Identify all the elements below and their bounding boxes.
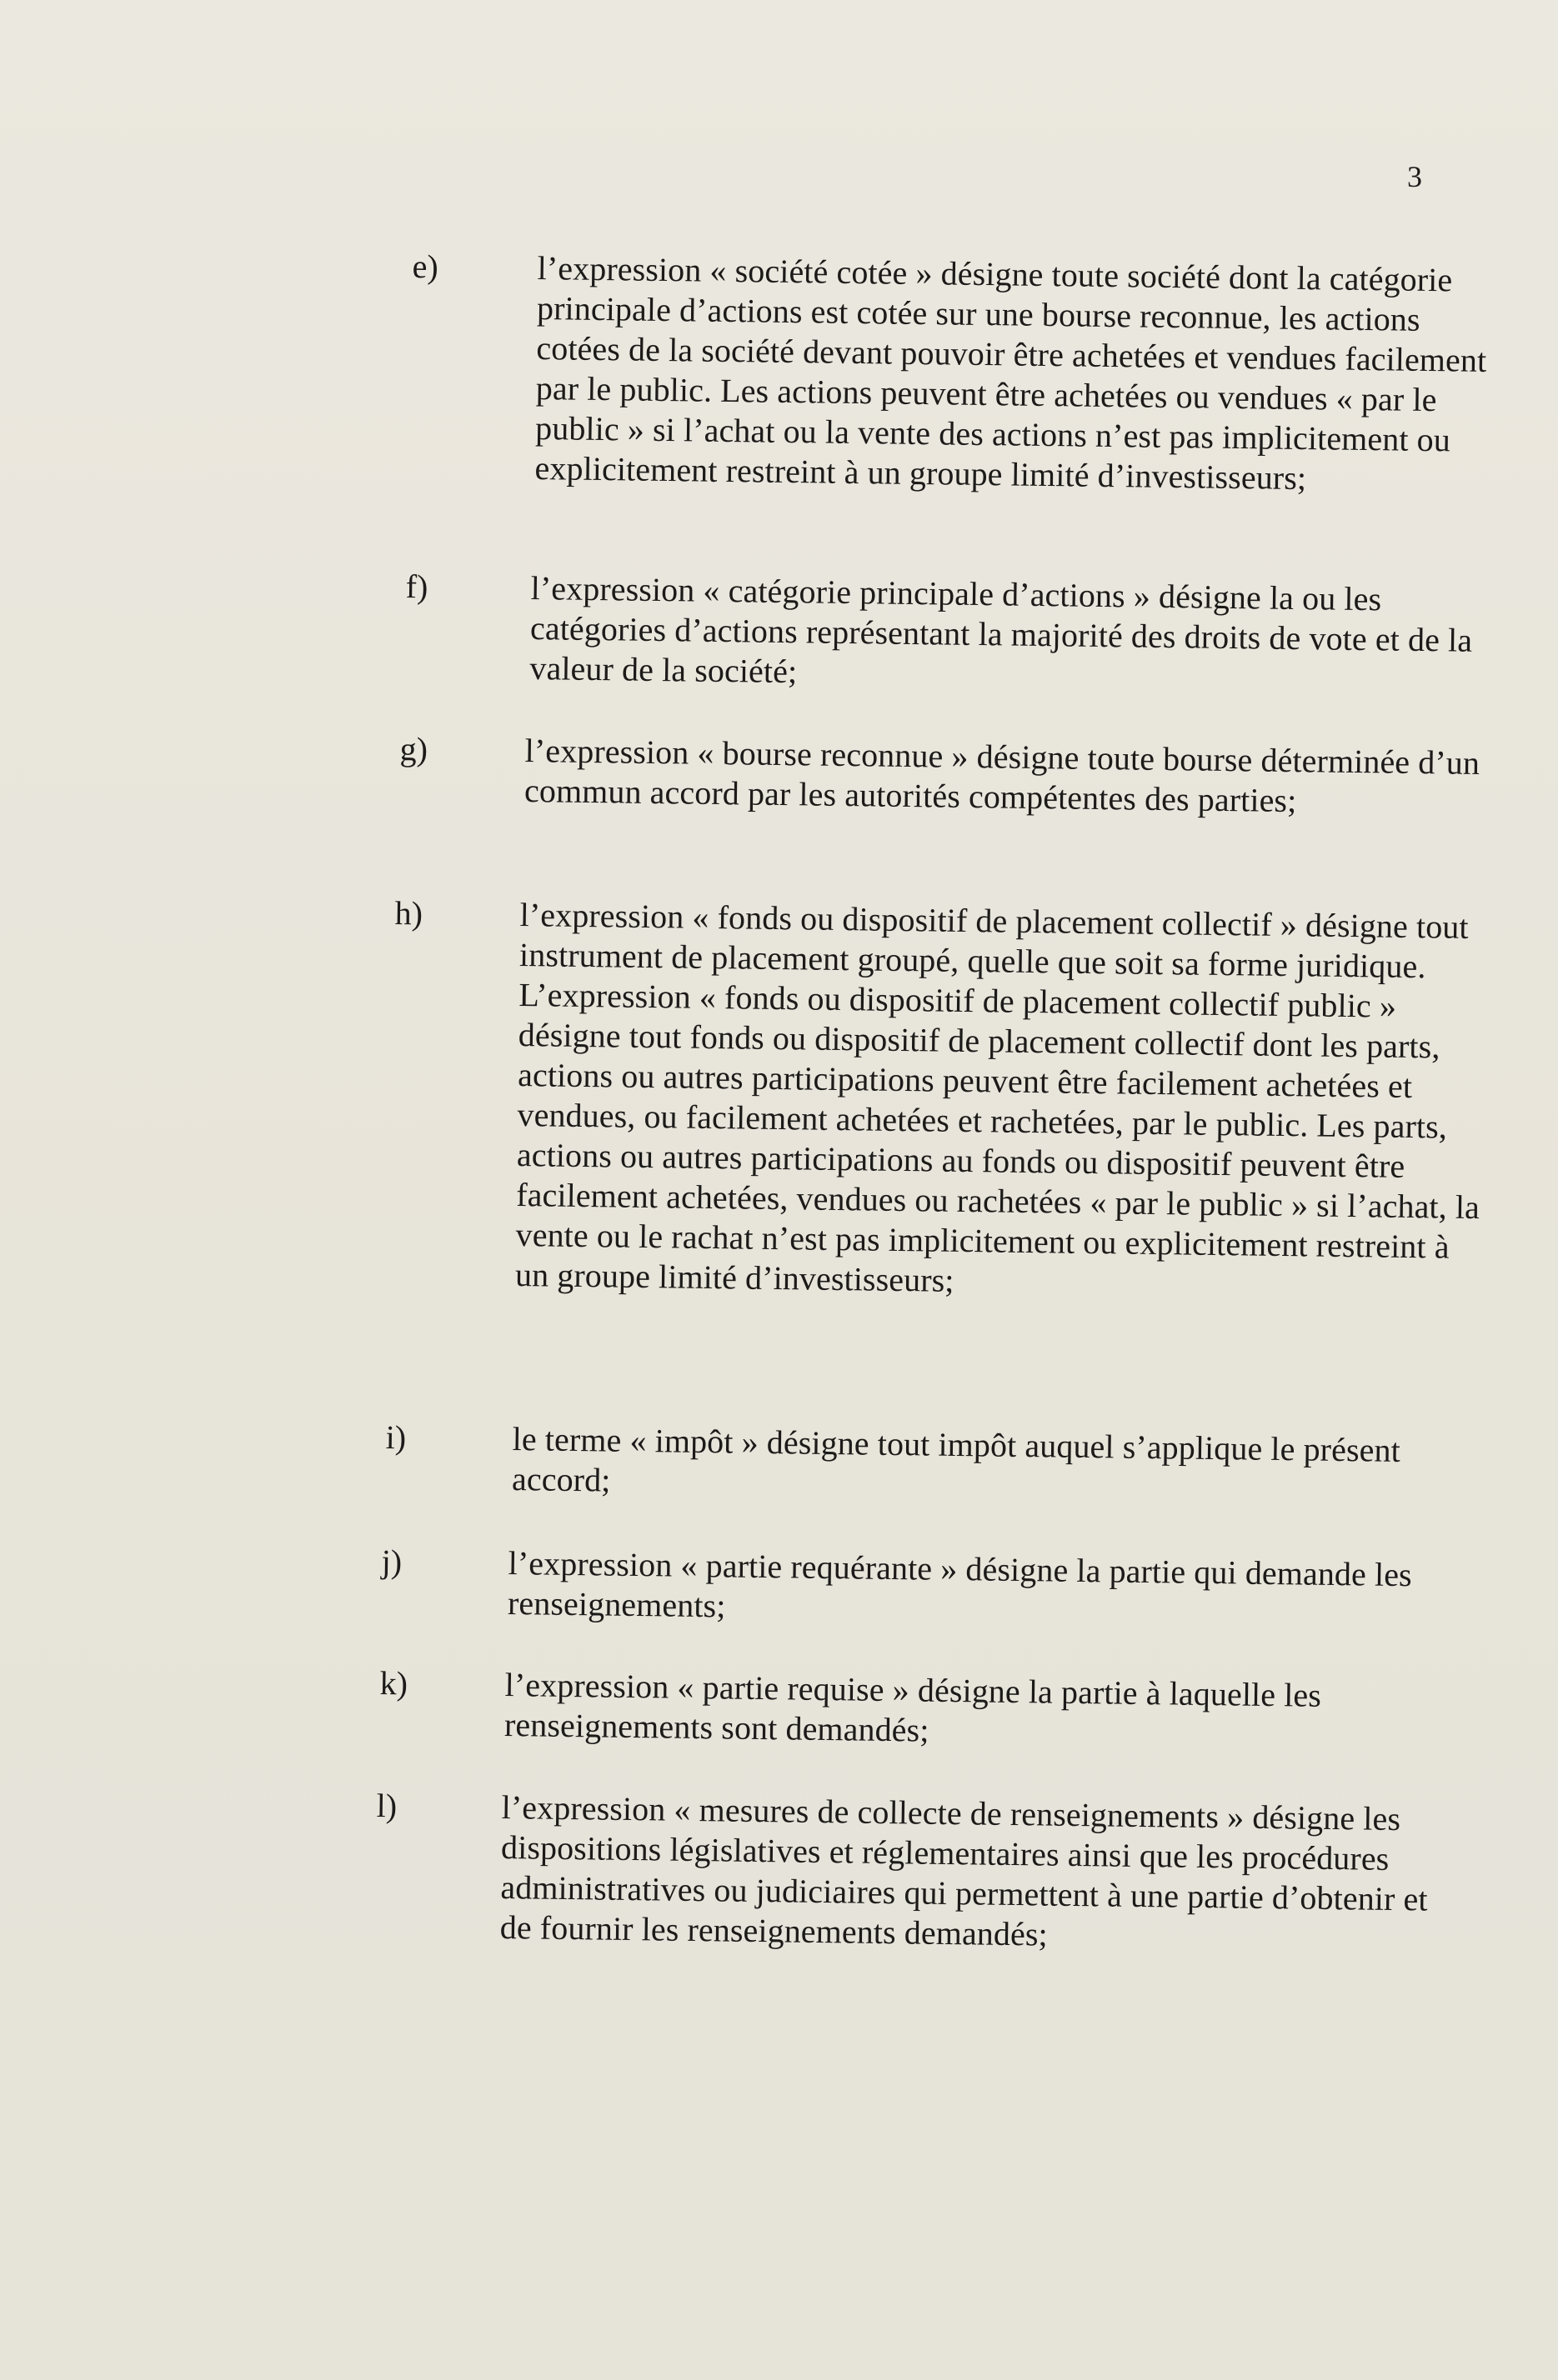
definition-text: l’expression « fonds ou dispositif de placement collectif » désigne tout instrument de placement groupé, quelle que soit sa forme juridique. L’expression « fonds ou dispositif de placement collectif public » désigne tout fonds ou dispositif de placement collectif dont les parts, actions ou autres participations peuvent être facilement achetées et vendues, ou facilement achetées et rachetées, par le public. Les parts, actions ou autres participations au fonds ou dispositif peuvent être facilement achetées, vendues ou rachetées « par le public » si l’achat, la vente ou le rachat n’est pas implicitement ou explicitement restreint à un groupe limité d’investisseurs; (514, 895, 1480, 1299)
definition-text: l’expression « société cotée » désigne toute société dont la catégorie principale d’actions est cotée sur une bourse reconnue, les actions cotées de la société devant pouvoir être achetées et vendues facilement par le public. Les actions peuvent être achetées ou vendues « par le public » si l’achat ou la vente des actions n’est pas implicitement ou explicitement restreint à un groupe limité d’investisseurs; (534, 248, 1487, 498)
definition-letter: l) (376, 1787, 398, 1825)
definition-letter: f) (405, 568, 428, 606)
page-number: 3 (1407, 160, 1422, 193)
definition-item-j (381, 1542, 1475, 1636)
definition-item-h (394, 894, 1487, 1308)
definition-text: l’expression « partie requérante » désigne la partie qui demande les renseignements; (507, 1543, 1413, 1625)
definition-text: le terme « impôt » désigne tout impôt auquel s’applique le présent accord; (511, 1419, 1401, 1499)
definition-item-g (399, 730, 1492, 823)
definition-letter: k) (379, 1664, 408, 1702)
definition-letter: j) (381, 1542, 403, 1581)
definition-item-k (379, 1664, 1472, 1758)
definition-letter: i) (385, 1418, 407, 1457)
definition-letter: e) (412, 248, 439, 286)
definition-text: l’expression « catégorie principale d’actions » désigne la ou les catégories d’actions représentant la majorité des droits de vote et de la valeur de la société; (529, 568, 1473, 691)
definition-letter: h) (394, 894, 423, 932)
definition-item-f (405, 568, 1498, 701)
definition-item-i (385, 1418, 1480, 1512)
definition-item-l (376, 1787, 1468, 1960)
definition-text: l’expression « partie requise » désigne la partie à laquelle les renseignements sont demandés; (503, 1665, 1322, 1749)
definition-text: l’expression « bourse reconnue » désigne toute bourse déterminée d’un commun accord par les autorités compétentes des parties; (524, 731, 1480, 820)
definition-letter: g) (399, 730, 428, 768)
definition-text: l’expression « mesures de collecte de renseignements » désigne les dispositions législatives et réglementaires ainsi que les procédures administratives ou judiciaires qui permettent à une partie d’obtenir et de fournir les renseignements demandés; (499, 1788, 1428, 1953)
definition-item-e (412, 248, 1505, 501)
